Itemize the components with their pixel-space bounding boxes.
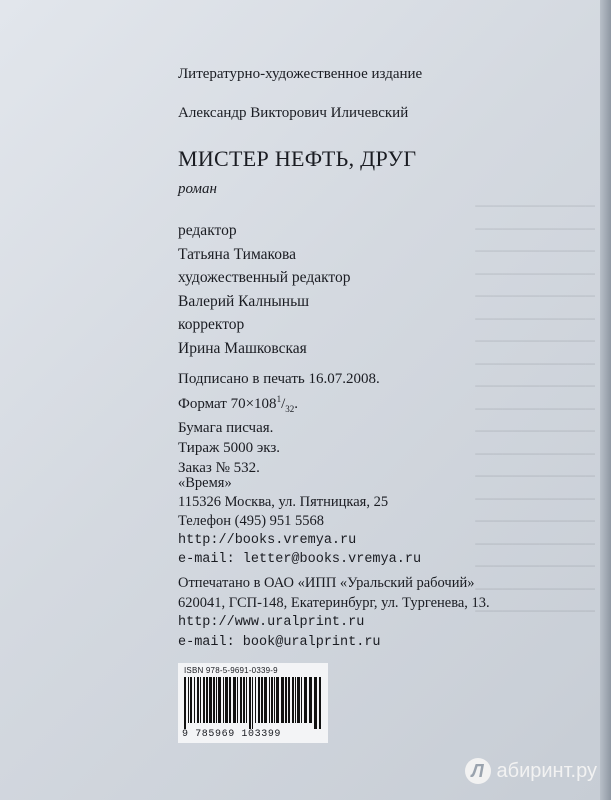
- printer-block: [178, 574, 490, 652]
- watermark-text: абиринт.ру: [496, 759, 597, 782]
- barcode-bar: [304, 677, 307, 723]
- printer-name: Отпечатано в ОАО «ИПП «Уральский рабочий»: [178, 575, 475, 591]
- credit-line: Татьяна Тимакова: [178, 245, 297, 263]
- credit-line: редактор: [178, 222, 237, 239]
- barcode-bar: [288, 677, 290, 723]
- bleed-through-text: ───────────── ───────────── ───────────── ───────────── ───────────── ───────────── ───────────── ───────────── ───────────── ───────────── ───────────── ───────────── ───────────── ───────────── ───────────── ───────────── ───────────── ───────────── ─────────────: [475, 198, 595, 618]
- labirint-logo-icon: Л: [465, 758, 491, 784]
- format-denominator: 32: [285, 403, 295, 414]
- printer-email: e-mail: book@uralprint.ru: [178, 634, 381, 650]
- format-suffix: .: [294, 395, 298, 412]
- barcode-bars: [184, 677, 322, 729]
- barcode-bar: [184, 677, 186, 729]
- isbn-barcode: [178, 663, 328, 743]
- barcode-bar: [209, 677, 212, 723]
- format-numerator: 1: [276, 393, 282, 404]
- barcode-bar: [243, 677, 245, 723]
- barcode-bar: [271, 677, 273, 723]
- barcode-bar: [213, 677, 215, 723]
- publisher-name: «Время»: [178, 475, 232, 491]
- credits-block: [178, 219, 350, 361]
- credit-line: художественный редактор: [178, 269, 351, 287]
- barcode-bar: [206, 677, 208, 723]
- publisher-email: e-mail: letter@books.vremya.ru: [178, 552, 422, 567]
- book-title: МИСТЕР НЕФТЬ, ДРУГ: [178, 146, 417, 171]
- series-line: Литературно-художественное издание: [178, 66, 423, 82]
- barcode-bar: [200, 677, 201, 723]
- barcode-bar: [249, 677, 251, 729]
- publisher-site: http://books.vremya.ru: [178, 533, 357, 548]
- barcode-bar: [229, 677, 231, 723]
- barcode-bar: [203, 677, 205, 723]
- barcode-bar: [314, 677, 317, 729]
- credit-line: Валерий Калныньш: [178, 292, 310, 310]
- page-edge: [600, 0, 611, 800]
- barcode-bar: [292, 677, 294, 723]
- barcode-bar: [295, 677, 296, 723]
- barcode-bar: [297, 677, 300, 723]
- barcode-bar: [301, 677, 302, 723]
- barcode-bar: [197, 677, 199, 723]
- barcode-bar: [264, 677, 267, 723]
- barcode-bar: [216, 677, 217, 723]
- barcode-bar: [233, 677, 236, 723]
- barcode-bar: [252, 677, 253, 729]
- paper-type: Бумага писчая.: [178, 420, 274, 437]
- barcode-bar: [240, 677, 242, 723]
- isbn-number: ISBN 978-5-9691-0339-9: [184, 666, 278, 675]
- print-signed-date: Подписано в печать 16.07.2008.: [178, 371, 380, 387]
- site-watermark: [465, 758, 598, 784]
- barcode-bar: [218, 677, 221, 723]
- format-line: Формат $70\times 108^1/_{32}$.: [178, 393, 298, 414]
- barcode-bar: [281, 677, 284, 723]
- barcode-bar: [258, 677, 260, 723]
- barcode-bar: [309, 677, 312, 723]
- ean-digits: 9 785969 103399: [182, 729, 282, 740]
- order-number: Заказ № 532.: [178, 459, 260, 476]
- credit-line: Ирина Машковская: [178, 339, 307, 357]
- print-run: Тираж 5000 экз.: [178, 440, 281, 457]
- publisher-block: [178, 474, 421, 569]
- barcode-bar: [261, 677, 263, 723]
- publisher-phone: Телефон (495) 951 5568: [178, 513, 325, 529]
- barcode-bar: [269, 677, 270, 723]
- barcode-bar: [223, 677, 224, 723]
- barcode-bar: [225, 677, 228, 723]
- barcode-bar: [274, 677, 275, 723]
- book-genre: роман: [178, 181, 217, 197]
- barcode-bar: [188, 677, 189, 723]
- barcode-bar: [190, 677, 192, 723]
- barcode-bar: [246, 677, 247, 723]
- barcode-bar: [319, 677, 321, 729]
- barcode-bar: [255, 677, 256, 723]
- printer-address: 620041, ГСП-148, Екатеринбург, ул. Тургенева, 13.: [178, 594, 490, 611]
- barcode-bar: [237, 677, 238, 723]
- format-prefix: Формат 70×108: [178, 395, 277, 412]
- print-details: [178, 370, 380, 479]
- author-name: Александр Викторович Иличевский: [178, 105, 409, 121]
- printer-site: http://www.uralprint.ru: [178, 615, 365, 630]
- barcode-bar: [276, 677, 279, 723]
- publisher-address: 115326 Москва, ул. Пятницкая, 25: [178, 494, 389, 510]
- barcode-bar: [194, 677, 195, 723]
- barcode-bar: [285, 677, 287, 723]
- credit-line: корректор: [178, 316, 245, 334]
